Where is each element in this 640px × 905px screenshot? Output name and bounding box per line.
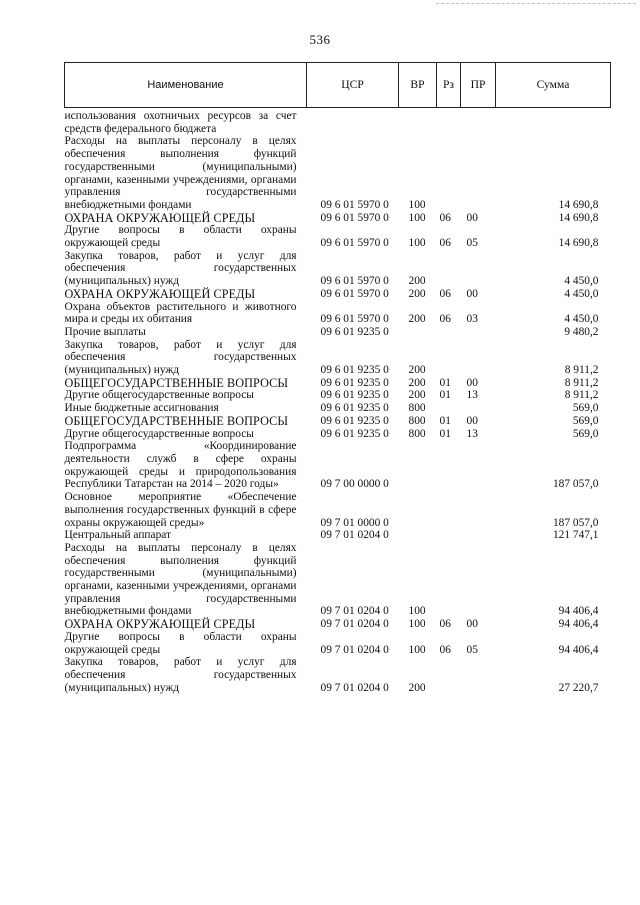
row-vr-code: 100 <box>408 237 426 250</box>
table-row <box>65 224 611 249</box>
row-rz-code: 01 <box>439 389 451 402</box>
row-vr-code: 800 <box>408 402 426 415</box>
row-csr-code <box>307 108 399 136</box>
row-amount: 569,0 <box>572 414 599 427</box>
row-pr-code <box>461 250 496 288</box>
row-csr-code: 09 6 01 9235 0 <box>320 325 389 338</box>
row-name: Подпрограмма «Координирование деятельности служб в сфере охраны окружающей среды и природопользования Республики Татарстан на 2014 – 2020 годы» <box>64 440 297 491</box>
row-amount: 187 057,0 <box>552 516 599 529</box>
row-vr-code: 100 <box>408 198 426 211</box>
row-pr-code <box>461 656 496 694</box>
row-amount: 14 690,8 <box>558 211 599 224</box>
row-name: Основное мероприятие «Обеспечение выполнения государственных функций в сфере охраны окружающей среды» <box>64 491 297 529</box>
row-csr-code: 09 6 01 5970 0 <box>320 198 389 211</box>
row-rz-code <box>437 326 461 339</box>
row-csr-code: 09 6 01 5970 0 <box>320 287 389 300</box>
row-pr-code: 00 <box>466 414 478 427</box>
scan-edge-mark <box>436 3 636 4</box>
row-amount: 14 690,8 <box>558 237 599 250</box>
row-name: Прочие выплаты <box>64 325 146 338</box>
row-csr-code: 09 7 01 0204 0 <box>320 618 389 631</box>
row-amount: 14 690,8 <box>558 198 599 211</box>
row-csr-code: 09 7 01 0000 0 <box>320 516 389 529</box>
row-pr-code <box>461 440 496 491</box>
row-pr-code <box>461 326 496 339</box>
table-row <box>65 402 611 415</box>
row-vr-code: 200 <box>408 389 426 402</box>
budget-table <box>64 62 611 694</box>
row-vr-code: 200 <box>408 313 426 326</box>
row-pr-code: 05 <box>466 643 478 656</box>
row-amount: 94 406,4 <box>558 605 599 618</box>
row-vr-code: 200 <box>408 275 426 288</box>
row-csr-code: 09 7 01 0204 0 <box>320 681 389 694</box>
row-vr-code: 200 <box>408 287 426 300</box>
table-row <box>65 377 611 390</box>
table-row <box>65 542 611 618</box>
row-csr-code: 09 6 01 5970 0 <box>320 275 389 288</box>
row-name: Закупка товаров, работ и услуг для обеспечения государственных (муниципальных) нужд <box>64 249 297 288</box>
row-name: Закупка товаров, работ и услуг для обеспечения государственных (муниципальных) нужд <box>64 656 297 694</box>
row-rz-code: 06 <box>439 237 451 250</box>
row-csr-code: 09 6 01 9235 0 <box>320 427 389 440</box>
header-row <box>65 63 611 108</box>
row-csr-code: 09 7 01 0204 0 <box>320 529 389 542</box>
row-name: использования охотничьих ресурсов за счет средств федерального бюджета <box>64 110 297 135</box>
row-amount: 8 911,2 <box>564 376 599 389</box>
row-vr-code: 100 <box>408 605 426 618</box>
row-rz-code: 01 <box>439 376 451 389</box>
row-rz-code: 06 <box>439 287 451 300</box>
row-pr-code <box>461 491 496 529</box>
row-vr-code: 200 <box>408 364 426 377</box>
table-row <box>65 440 611 491</box>
row-rz-code <box>437 108 461 136</box>
row-pr-code: 13 <box>466 427 478 440</box>
row-amount <box>496 108 611 136</box>
row-amount: 4 450,0 <box>564 287 599 300</box>
table-row <box>65 415 611 428</box>
row-name: Расходы на выплаты персоналу в целях обеспечения выполнения функций государственными (муниципальными) органами, казенными учреждениями, органами управления государственными внебюджетными фондами <box>64 135 297 211</box>
row-vr-code <box>399 529 437 542</box>
row-amount: 8 911,2 <box>564 364 599 377</box>
row-csr-code: 09 7 01 0204 0 <box>320 605 389 618</box>
row-amount: 94 406,4 <box>558 643 599 656</box>
row-vr-code: 100 <box>408 211 426 224</box>
row-pr-code <box>461 529 496 542</box>
row-amount: 9 480,2 <box>564 325 599 338</box>
row-vr-code: 800 <box>408 427 426 440</box>
row-rz-code: 06 <box>439 618 451 631</box>
table-header <box>65 63 611 108</box>
row-pr-code <box>461 108 496 136</box>
row-csr-code: 09 6 01 5970 0 <box>320 237 389 250</box>
row-csr-code: 09 7 01 0204 0 <box>320 643 389 656</box>
row-name: ОБЩЕГОСУДАРСТВЕННЫЕ ВОПРОСЫ <box>64 375 289 390</box>
row-pr-code <box>461 339 496 377</box>
row-rz-code: 06 <box>439 643 451 656</box>
row-amount: 121 747,1 <box>552 529 599 542</box>
table-body <box>65 108 611 695</box>
row-csr-code: 09 6 01 9235 0 <box>320 402 389 415</box>
table-row <box>65 656 611 694</box>
row-pr-code: 05 <box>466 237 478 250</box>
row-rz-code <box>437 339 461 377</box>
row-rz-code <box>437 402 461 415</box>
row-vr-code: 800 <box>408 414 426 427</box>
row-name: Центральный аппарат <box>64 529 172 542</box>
row-rz-code <box>437 542 461 618</box>
table-row <box>65 108 611 136</box>
row-pr-code: 13 <box>466 389 478 402</box>
row-pr-code: 03 <box>466 313 478 326</box>
table-row <box>65 339 611 377</box>
row-csr-code: 09 6 01 9235 0 <box>320 389 389 402</box>
table-row <box>65 135 611 211</box>
header-vr: ВР <box>399 63 437 108</box>
table-row <box>65 631 611 656</box>
row-csr-code: 09 6 01 5970 0 <box>320 211 389 224</box>
page-number: 536 <box>309 32 331 47</box>
row-rz-code: 01 <box>439 427 451 440</box>
row-rz-code: 01 <box>439 414 451 427</box>
table-row <box>65 491 611 529</box>
row-name: Иные бюджетные ассигнования <box>64 402 219 415</box>
row-pr-code: 00 <box>466 618 478 631</box>
table-row <box>65 301 611 326</box>
row-csr-code: 09 6 01 9235 0 <box>320 364 389 377</box>
row-amount: 27 220,7 <box>558 681 599 694</box>
row-name: ОХРАНА ОКРУЖАЮЩЕЙ СРЕДЫ <box>64 286 256 301</box>
row-amount: 569,0 <box>572 427 599 440</box>
row-csr-code: 09 6 01 9235 0 <box>320 376 389 389</box>
row-pr-code <box>461 542 496 618</box>
row-vr-code <box>399 491 437 529</box>
row-amount: 569,0 <box>572 402 599 415</box>
row-amount: 187 057,0 <box>552 478 599 491</box>
row-name: ОХРАНА ОКРУЖАЮЩЕЙ СРЕДЫ <box>64 210 256 225</box>
row-pr-code: 00 <box>466 376 478 389</box>
row-csr-code: 09 6 01 9235 0 <box>320 414 389 427</box>
row-name: Другие общегосударственные вопросы <box>64 427 254 440</box>
row-rz-code <box>437 656 461 694</box>
row-vr-code <box>399 108 437 136</box>
row-rz-code <box>437 491 461 529</box>
table-row <box>65 428 611 441</box>
table-row <box>65 618 611 631</box>
row-vr-code <box>399 326 437 339</box>
row-amount: 94 406,4 <box>558 618 599 631</box>
row-name: Другие вопросы в области охраны окружающей среды <box>64 224 297 250</box>
header-name: Наименование <box>65 63 307 108</box>
row-name: Расходы на выплаты персоналу в целях обеспечения выполнения функций государственными (муниципальными) органами, казенными учреждениями, органами управления государственными внебюджетными фондами <box>64 541 297 618</box>
row-rz-code: 06 <box>439 211 451 224</box>
row-amount: 4 450,0 <box>564 275 599 288</box>
row-csr-code: 09 6 01 5970 0 <box>320 313 389 326</box>
row-vr-code <box>399 440 437 491</box>
table-row <box>65 250 611 288</box>
row-name: Другие вопросы в области охраны окружающей среды <box>64 630 297 656</box>
row-rz-code <box>437 135 461 211</box>
table-row <box>65 288 611 301</box>
row-amount: 8 911,2 <box>564 389 599 402</box>
table-row <box>65 529 611 542</box>
row-vr-code: 200 <box>408 681 426 694</box>
row-rz-code <box>437 250 461 288</box>
row-pr-code <box>461 135 496 211</box>
row-pr-code: 00 <box>466 287 478 300</box>
header-sum: Сумма <box>496 63 611 108</box>
row-pr-code <box>461 402 496 415</box>
row-amount: 4 450,0 <box>564 313 599 326</box>
row-pr-code: 00 <box>466 211 478 224</box>
row-vr-code: 100 <box>408 618 426 631</box>
table-row <box>65 326 611 339</box>
row-name: Закупка товаров, работ и услуг для обеспечения государственных (муниципальных) нужд <box>64 338 297 377</box>
row-vr-code: 200 <box>408 376 426 389</box>
row-csr-code: 09 7 00 0000 0 <box>320 478 389 491</box>
row-name: Другие общегосударственные вопросы <box>64 389 254 402</box>
row-vr-code: 100 <box>408 643 426 656</box>
row-name: Охрана объектов растительного и животного мира и среды их обитания <box>64 300 297 326</box>
table-row <box>65 389 611 402</box>
header-rz: Рз <box>437 63 461 108</box>
row-rz-code <box>437 440 461 491</box>
header-pr: ПР <box>461 63 496 108</box>
row-rz-code: 06 <box>439 313 451 326</box>
table-row <box>65 212 611 225</box>
row-rz-code <box>437 529 461 542</box>
header-csr: ЦСР <box>307 63 399 108</box>
row-name: ОБЩЕГОСУДАРСТВЕННЫЕ ВОПРОСЫ <box>64 413 289 428</box>
row-name: ОХРАНА ОКРУЖАЮЩЕЙ СРЕДЫ <box>64 617 256 632</box>
